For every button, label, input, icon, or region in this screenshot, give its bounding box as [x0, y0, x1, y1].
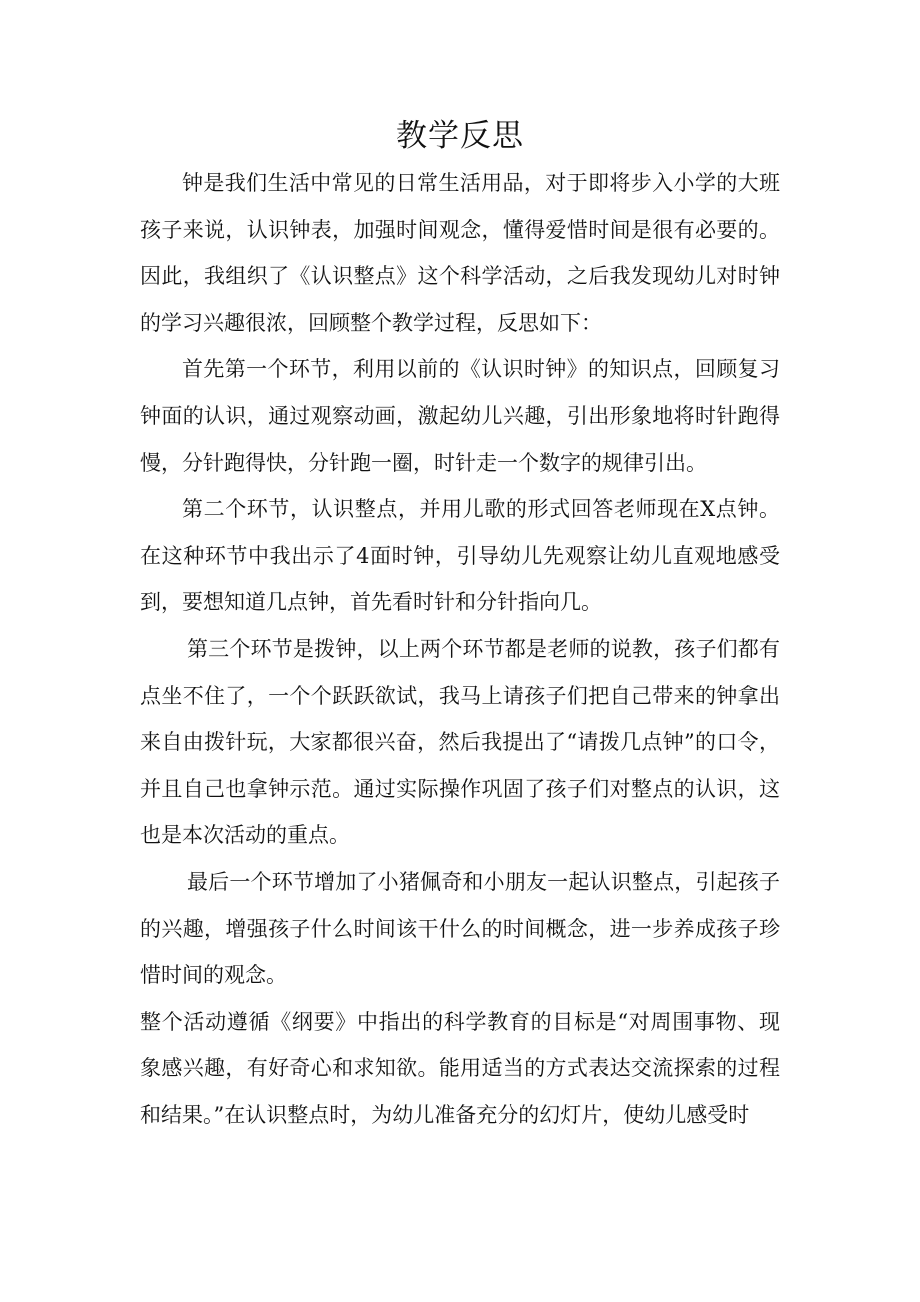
document-title: 教学反思: [396, 118, 524, 154]
paragraph-step-three: 第三个环节是拨钟，以上两个环节都是老师的说教，孩子们都有点坐不住了，一个个跃跃欲试，我马上请孩子们把自己带来的钟拿出来自由拨针玩，大家都很兴奋，然后我提出了“请拨几点钟”的口令，并且自己也拿钟示范。通过实际操作巩固了孩子们对整点的认识，这也是本次活动的重点。: [140, 636, 780, 848]
paragraph-step-one: 首先第一个环节，利用以前的《认识时钟》的知识点，回顾复习钟面的认识，通过观察动画，激起幼儿兴趣，引出形象地将时针跑得慢，分针跑得快，分针跑一圈，时针走一个数字的规律引出。: [140, 357, 780, 475]
paragraph-step-two: 第二个环节，认识整点，并用儿歌的形式回答老师现在X点钟。在这种环节中我出示了4面时钟，引导幼儿先观察让幼儿直观地感受到，要想知道几点钟，首先看时针和分针指向几。: [140, 497, 780, 615]
paragraph-intro: 钟是我们生活中常见的日常生活用品，对于即将步入小学的大班孩子来说，认识钟表，加强时间观念，懂得爱惜时间是很有必要的。因此，我组织了《认识整点》这个科学活动，之后我发现幼儿对时钟的学习兴趣很浓，回顾整个教学过程，反思如下：: [140, 171, 780, 335]
paragraph-summary: 整个活动遵循《纲要》中指出的科学教育的目标是“对周围事物、现象感兴趣，有好奇心和求知欲。能用适当的方式表达交流探索的过程和结果。”在认识整点时，为幼儿准备充分的幻灯片，使幼儿感受时: [140, 1009, 780, 1127]
document-body: [140, 160, 780, 1138]
paragraph-final-step: 最后一个环节增加了小猪佩奇和小朋友一起认识整点，引起孩子的兴趣，增强孩子什么时间该干什么的时间概念，进一步养成孩子珍惜时间的观念。: [140, 869, 780, 988]
